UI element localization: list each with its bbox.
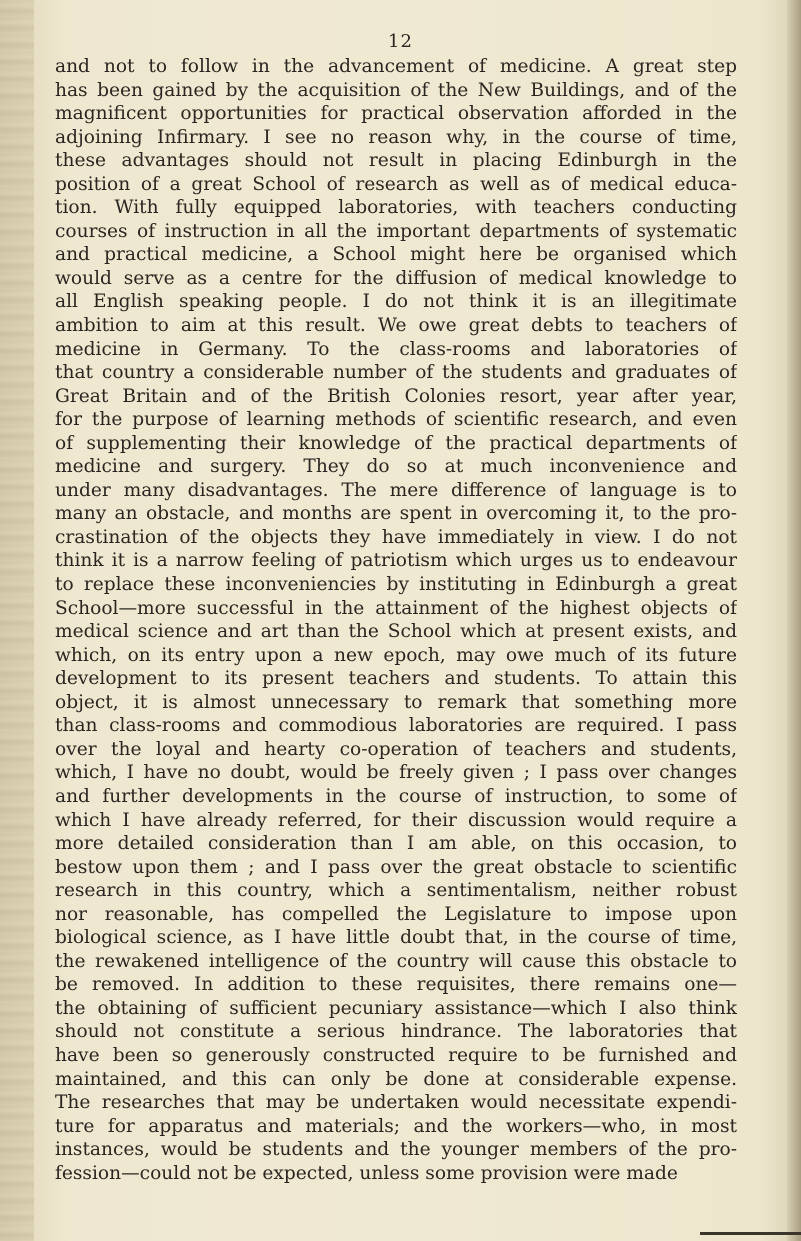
text-line: medical science and art than the School which at present exists, and (55, 621, 737, 643)
text-line: magnificent opportunities for practical observation afforded in the (55, 103, 737, 125)
text-line: than class-rooms and commodious laboratories are required. I pass (55, 715, 737, 737)
text-line: tion. With fully equipped laboratories, with teachers conducting (55, 197, 737, 219)
text-line: courses of instruction in all the important departments of systematic (55, 220, 737, 242)
text-line: and not to follow in the advancement of medicine. A great step (55, 56, 737, 77)
bottom-edge-rule (700, 1232, 801, 1235)
text-line: be removed. In addition to these requisites, there remains one— (55, 974, 737, 996)
text-line: ambition to aim at this result. We owe great debts to teachers of (55, 315, 737, 337)
text-line: object, it is almost unnecessary to remark that something more (55, 691, 737, 713)
text-line: that country a considerable number of the students and graduates of (55, 362, 737, 384)
text-line: medicine in Germany. To the class-rooms and laboratories of (55, 338, 737, 360)
text-line: have been so generously constructed require to be furnished and (55, 1044, 737, 1066)
text-line: would serve as a centre for the diffusion of medical knowledge to (55, 267, 737, 289)
text-line: over the loyal and hearty co-operation of teachers and students, (55, 738, 737, 760)
text-line: should not constitute a serious hindrance. The laboratories that (55, 1021, 737, 1043)
text-line: development to its present teachers and students. To attain this (55, 668, 737, 690)
text-line: all English speaking people. I do not think it is an illegitimate (55, 291, 737, 313)
text-line: has been gained by the acquisition of the New Buildings, and of the (55, 79, 737, 101)
text-line: which I have already referred, for their discussion would require a (55, 809, 737, 831)
body-text (55, 55, 737, 1185)
text-line: which, on its entry upon a new epoch, may owe much of its future (55, 644, 737, 666)
text-line: medicine and surgery. They do so at much inconvenience and (55, 456, 737, 478)
text-line: fession—could not be expected, unless some provision were made (55, 1162, 678, 1184)
text-line: and practical medicine, a School might here be organised which (55, 244, 737, 266)
text-line: instances, would be students and the younger members of the pro- (55, 1139, 737, 1161)
page-number: 12 (388, 31, 413, 52)
text-line: adjoining Infirmary. I see no reason why, in the course of time, (55, 126, 737, 148)
text-line: for the purpose of learning methods of scientific research, and even (55, 409, 737, 431)
text-line: maintained, and this can only be done at considerable expense. (55, 1068, 737, 1090)
text-line: and further developments in the course of instruction, to some of (55, 785, 737, 807)
text-line: position of a great School of research as well as of medical educa- (55, 173, 737, 195)
text-line: many an obstacle, and months are spent in overcoming it, to the pro- (55, 503, 737, 525)
text-line: which, I have no doubt, would be freely given ; I pass over changes (55, 762, 737, 784)
text-line: the rewakened intelligence of the country will cause this obstacle to (55, 950, 737, 972)
text-line: crastination of the objects they have immediately in view. I do not (55, 526, 737, 548)
text-line: The researches that may be undertaken would necessitate expendi- (55, 1092, 737, 1114)
text-line: research in this country, which a sentimentalism, neither robust (55, 880, 737, 902)
text-line: nor reasonable, has compelled the Legislature to impose upon (55, 903, 737, 925)
text-line: to replace these inconveniencies by instituting in Edinburgh a great (55, 574, 737, 596)
text-line: the obtaining of sufficient pecuniary assistance—which I also think (55, 997, 737, 1019)
text-line: School—more successful in the attainment of the highest objects of (55, 597, 737, 619)
text-line: think it is a narrow feeling of patriotism which urges us to endeavour (55, 550, 737, 572)
text-line: of supplementing their knowledge of the practical departments of (55, 432, 737, 454)
text-line: biological science, as I have little doubt that, in the course of time, (55, 927, 737, 949)
text-line: bestow upon them ; and I pass over the great obstacle to scientific (55, 856, 737, 878)
text-line: more detailed consideration than I am able, on this occasion, to (55, 833, 737, 855)
text-line: ture for apparatus and materials; and the workers—who, in most (55, 1115, 737, 1137)
text-line: these advantages should not result in placing Edinburgh in the (55, 150, 737, 172)
binding-gutter (0, 0, 34, 1241)
page-edge-shadow (787, 0, 801, 1241)
text-line: Great Britain and of the British Colonies resort, year after year, (55, 385, 737, 407)
text-line: under many disadvantages. The mere difference of language is to (55, 479, 737, 501)
